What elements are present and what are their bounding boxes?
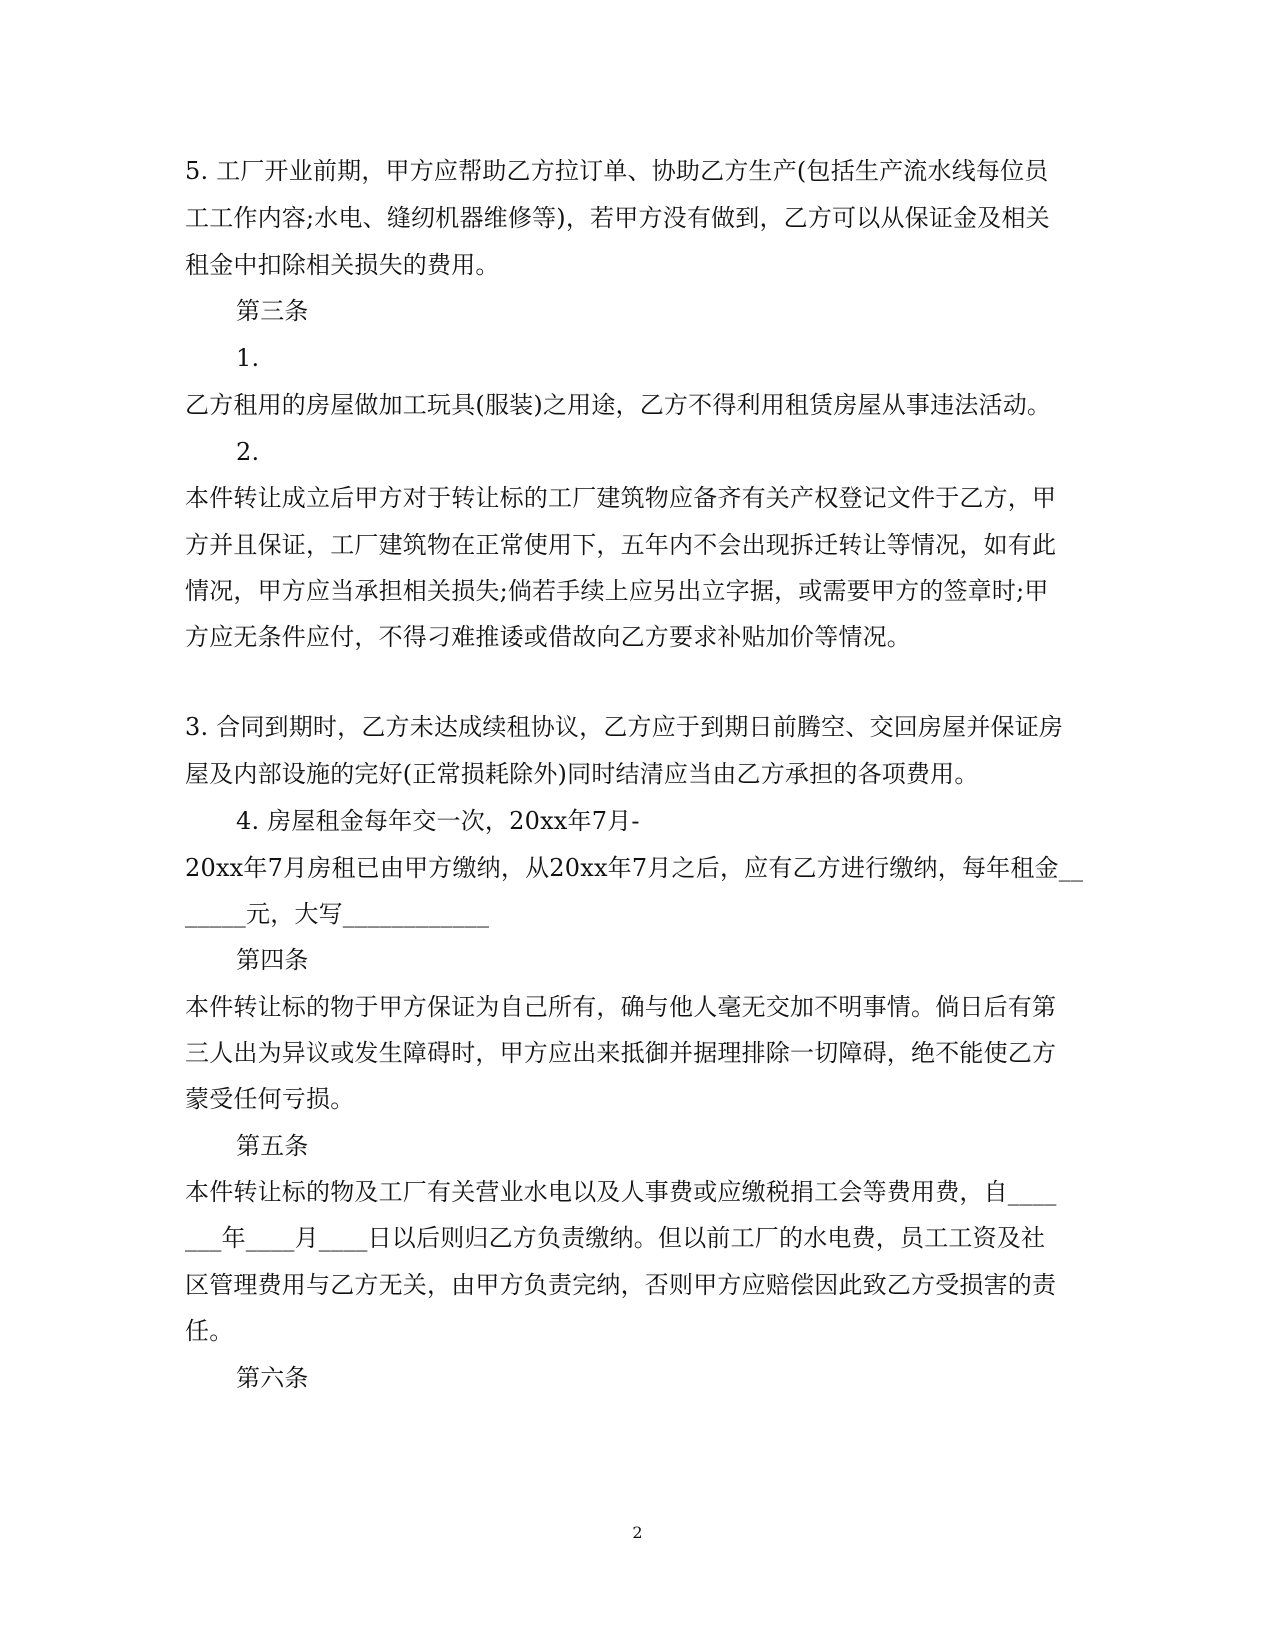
text-line: 租金中扣除相关损失的费用。	[185, 251, 500, 279]
section-heading: 第五条	[236, 1132, 309, 1160]
text-line: 4. 房屋租金每年交一次，20xx年7月-	[236, 807, 640, 835]
text-line: 本件转让成立后甲方对于转让标的工厂建筑物应备齐有关产权登记文件于乙方，甲	[185, 484, 1057, 512]
text-line: 方应无条件应付，不得刁难推诿或借故向乙方要求补贴加价等情况。	[185, 623, 911, 651]
text-line: 区管理费用与乙方无关，由甲方负责完纳，否则甲方应赔偿因此致乙方受损害的责	[185, 1271, 1057, 1299]
text-line: 情况，甲方应当承担相关损失;倘若手续上应另出立字据，或需要甲方的签章时;甲	[185, 577, 1049, 605]
text-line: 屋及内部设施的完好(正常损耗除外)同时结清应当由乙方承担的各项费用。	[185, 760, 979, 788]
text-line: 工工作内容;水电、缝纫机器维修等)，若甲方没有做到，乙方可以从保证金及相关	[185, 204, 1050, 232]
text-line: 本件转让标的物于甲方保证为自己所有，确与他人毫无交加不明事情。倘日后有第	[185, 993, 1057, 1021]
text-line: 本件转让标的物及工厂有关营业水电以及人事费或应缴税捐工会等费用费，自____	[185, 1178, 1057, 1206]
item-number: 1.	[236, 344, 260, 372]
section-heading: 第四条	[236, 946, 309, 974]
text-line: _____元，大写____________	[185, 900, 490, 928]
text-line: 5. 工厂开业前期，甲方应帮助乙方拉订单、协助乙方生产(包括生产流水线每位员	[185, 157, 1049, 185]
text-line: 乙方租用的房屋做加工玩具(服装)之用途，乙方不得利用租赁房屋从事违法活动。	[185, 391, 1052, 419]
text-line: 方并且保证，工厂建筑物在正常使用下，五年内不会出现拆迁转让等情况，如有此	[185, 531, 1057, 559]
page-number: 2	[632, 1523, 643, 1542]
text-line: 蒙受任何亏损。	[185, 1085, 355, 1113]
section-heading: 第六条	[236, 1364, 309, 1392]
text-line: ___年____月____日以后则归乙方负责缴纳。但以前工厂的水电费，员工工资及社	[185, 1224, 1046, 1252]
section-heading: 第三条	[236, 297, 309, 325]
item-number: 2.	[236, 438, 260, 466]
text-line: 3. 合同到期时，乙方未达成续租协议，乙方应于到期日前腾空、交回房屋并保证房	[185, 713, 1064, 741]
text-line: 三人出为异议或发生障碍时，甲方应出来抵御并据理排除一切障碍，绝不能使乙方	[185, 1039, 1057, 1067]
text-line: 20xx年7月房租已由甲方缴纳，从20xx年7月之后，应有乙方进行缴纳，每年租金__	[185, 854, 1084, 882]
text-line: 任。	[185, 1317, 234, 1345]
